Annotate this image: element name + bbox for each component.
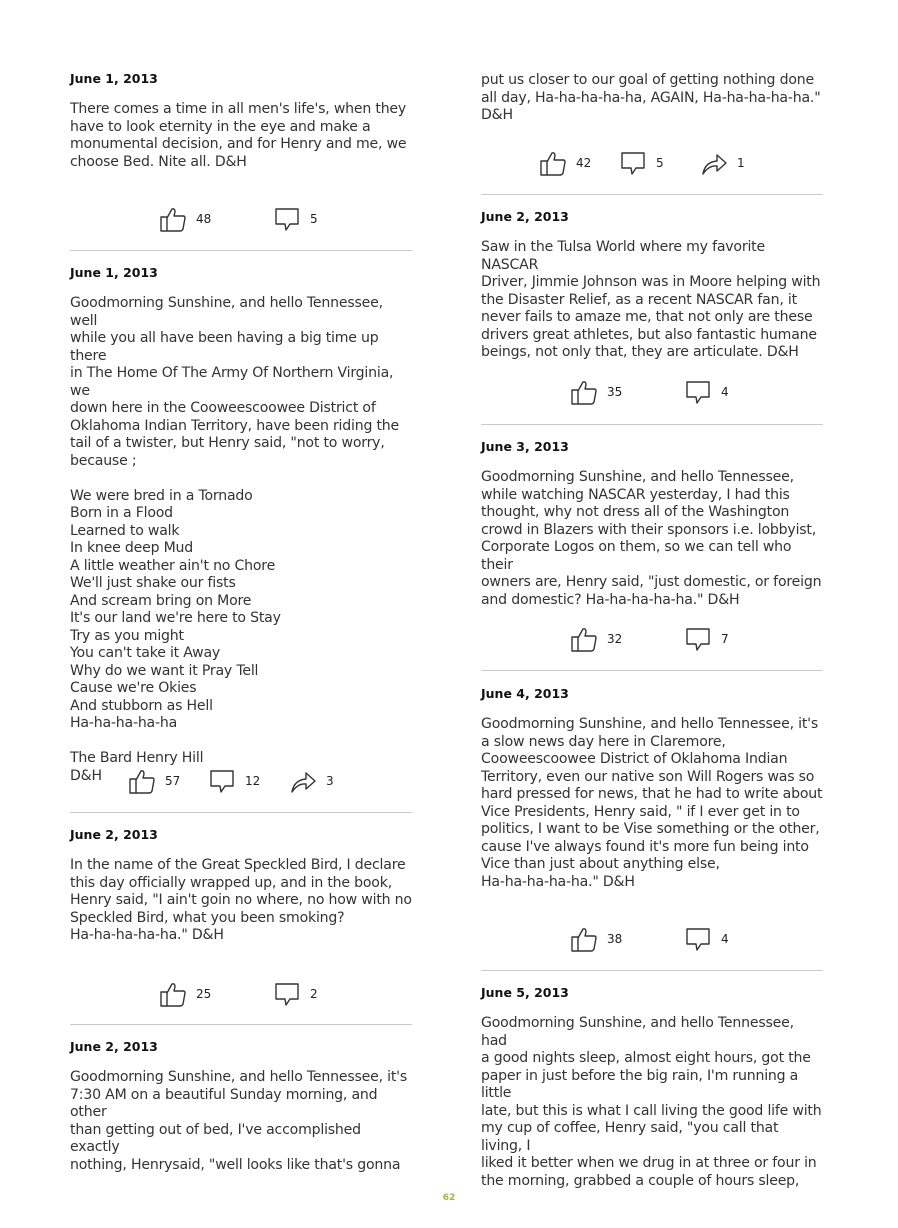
comment-count: 5 [310, 212, 318, 226]
like-stat[interactable] [570, 377, 622, 407]
thumbs-up-icon [570, 925, 598, 953]
post-date: June 4, 2013 [481, 686, 569, 701]
post-stats [481, 377, 823, 407]
comment-count: 12 [245, 774, 261, 788]
post-date: June 5, 2013 [481, 985, 569, 1000]
post-stats [70, 204, 412, 234]
thumbs-up-icon [128, 767, 156, 795]
post-date: June 2, 2013 [481, 209, 569, 224]
post-text: Goodmorning Sunshine, and hello Tennessee, had a good nights sleep, almost eight hours, got the paper in just before the big rain, I'm running a little late, but this is what I call living the good life with my cup of coffee, Henry said, "you call that living, I liked it better when we drug in at three or four in the morning, grabbed a couple of hours sleep, [481, 1015, 822, 1189]
comment-count: 4 [721, 385, 729, 399]
post-stats [70, 766, 412, 796]
comment-stat[interactable] [684, 377, 729, 407]
share-stat[interactable] [700, 148, 745, 178]
post [481, 985, 823, 1190]
like-stat[interactable] [570, 624, 622, 654]
post-stats [481, 924, 823, 954]
share-count: 3 [326, 774, 334, 788]
thumbs-up-icon [159, 980, 187, 1008]
like-count: 57 [165, 774, 181, 788]
share-arrow-icon [289, 767, 317, 795]
thumbs-up-icon [570, 378, 598, 406]
comment-bubble-icon [208, 767, 236, 795]
post-stats [70, 979, 412, 1009]
comment-stat[interactable] [684, 924, 729, 954]
post-text: Goodmorning Sunshine, and hello Tennessee, it's 7:30 AM on a beautiful Sunday morning, and other than getting out of bed, I've accomplished exactly nothing, Henrysaid, "well looks like that's gonna [70, 1069, 407, 1173]
thumbs-up-icon [570, 625, 598, 653]
share-arrow-icon [700, 149, 728, 177]
post-text: Goodmorning Sunshine, and hello Tennessee, well while you all have been having a big time up there in The Home Of The Army Of Northern Virginia, we down here in the Cooweescoowee District of Oklahoma Indian Territory, have been riding the tail of a twister, but Henry said, "not to worry, because ; We were bred in a Tornado Born in a Flood Learned to walk In knee deep Mud A little weather ain't no Chore We'll just shake our fists And scream bring on More It's our land we're here to Stay Try as you might You can't take it Away Why do we want it Pray Tell Cause we're Okies And stubborn as Hell Ha-ha-ha-ha-ha The Bard Henry Hill D&H [70, 295, 400, 784]
share-stat[interactable] [289, 766, 334, 796]
like-count: 35 [607, 385, 623, 399]
post [70, 1039, 412, 1174]
comment-bubble-icon [684, 925, 712, 953]
like-count: 32 [607, 632, 623, 646]
post-date: June 3, 2013 [481, 439, 569, 454]
page-number: 62 [442, 1193, 456, 1203]
divider [481, 970, 823, 971]
like-count: 48 [196, 212, 212, 226]
post [70, 265, 412, 785]
thumbs-up-icon [159, 205, 187, 233]
post-text: Saw in the Tulsa World where my favorite NASCAR Driver, Jimmie Johnson was in Moore helping with the Disaster Relief, as a recent NASCAR fan, it never fails to amaze me, that not only are these drivers great athletes, but also fantastic humane beings, not only that, they are articulate. D&H [481, 239, 821, 360]
post [70, 827, 412, 945]
comment-bubble-icon [273, 980, 301, 1008]
divider [70, 812, 412, 813]
comment-bubble-icon [619, 149, 647, 177]
comment-stat[interactable] [208, 766, 260, 796]
post-text: There comes a time in all men's life's, when they have to look eternity in the eye and make a monumental decision, and for Henry and me, we choose Bed. Nite all. D&H [70, 101, 407, 170]
like-stat[interactable] [159, 204, 211, 234]
post-stats [481, 148, 823, 178]
comment-stat[interactable] [273, 204, 318, 234]
like-count: 38 [607, 932, 623, 946]
comment-count: 5 [656, 156, 664, 170]
post-text: Goodmorning Sunshine, and hello Tennessee, it's a slow news day here in Claremore, Cooweescoowee District of Oklahoma Indian Territory, even our native son Will Rogers was so hard pressed for news, that he had to write about Vice Presidents, Henry said, " if I ever get in to politics, I want to be Vise something or the other, cause I've always found it's more fun being into Vice than just about anything else, Ha-ha-ha-ha-ha." D&H [481, 716, 823, 890]
divider [70, 250, 412, 251]
comment-stat[interactable] [619, 148, 664, 178]
divider [481, 194, 823, 195]
post [481, 686, 823, 891]
like-stat[interactable] [128, 766, 180, 796]
like-stat[interactable] [539, 148, 591, 178]
post-text: In the name of the Great Speckled Bird, I declare this day officially wrapped up, and in the book, Henry said, "I ain't goin no where, no how with no Speckled Bird, what you been smoking? Ha-ha-ha-ha-ha." D&H [70, 857, 412, 943]
post-date: June 2, 2013 [70, 827, 158, 842]
post-continuation [481, 72, 823, 125]
divider [481, 670, 823, 671]
comment-bubble-icon [684, 625, 712, 653]
post-date: June 1, 2013 [70, 71, 158, 86]
comment-stat[interactable] [684, 624, 729, 654]
post-text: Goodmorning Sunshine, and hello Tennessee, while watching NASCAR yesterday, I had this thought, why not dress all of the Washington crowd in Blazers with their sponsors i.e. lobbyist, Corporate Logos on them, so we can tell who their owners are, Henry said, "just domestic, or foreign and domestic? Ha-ha-ha-ha-ha." D&H [481, 469, 822, 608]
comment-count: 2 [310, 987, 318, 1001]
divider [70, 1024, 412, 1025]
post-stats [481, 624, 823, 654]
divider [481, 424, 823, 425]
comment-count: 4 [721, 932, 729, 946]
comment-bubble-icon [273, 205, 301, 233]
post-date: June 2, 2013 [70, 1039, 158, 1054]
share-count: 1 [737, 156, 745, 170]
post [481, 439, 823, 609]
like-count: 25 [196, 987, 212, 1001]
comment-bubble-icon [684, 378, 712, 406]
comment-stat[interactable] [273, 979, 318, 1009]
thumbs-up-icon [539, 149, 567, 177]
comment-count: 7 [721, 632, 729, 646]
like-stat[interactable] [570, 924, 622, 954]
like-count: 42 [576, 156, 592, 170]
like-stat[interactable] [159, 979, 211, 1009]
post-text: put us closer to our goal of getting nothing done all day, Ha-ha-ha-ha-ha, AGAIN, Ha-ha-ha-ha-ha." D&H [481, 72, 821, 123]
post [481, 209, 823, 362]
post [70, 71, 412, 171]
post-date: June 1, 2013 [70, 265, 158, 280]
